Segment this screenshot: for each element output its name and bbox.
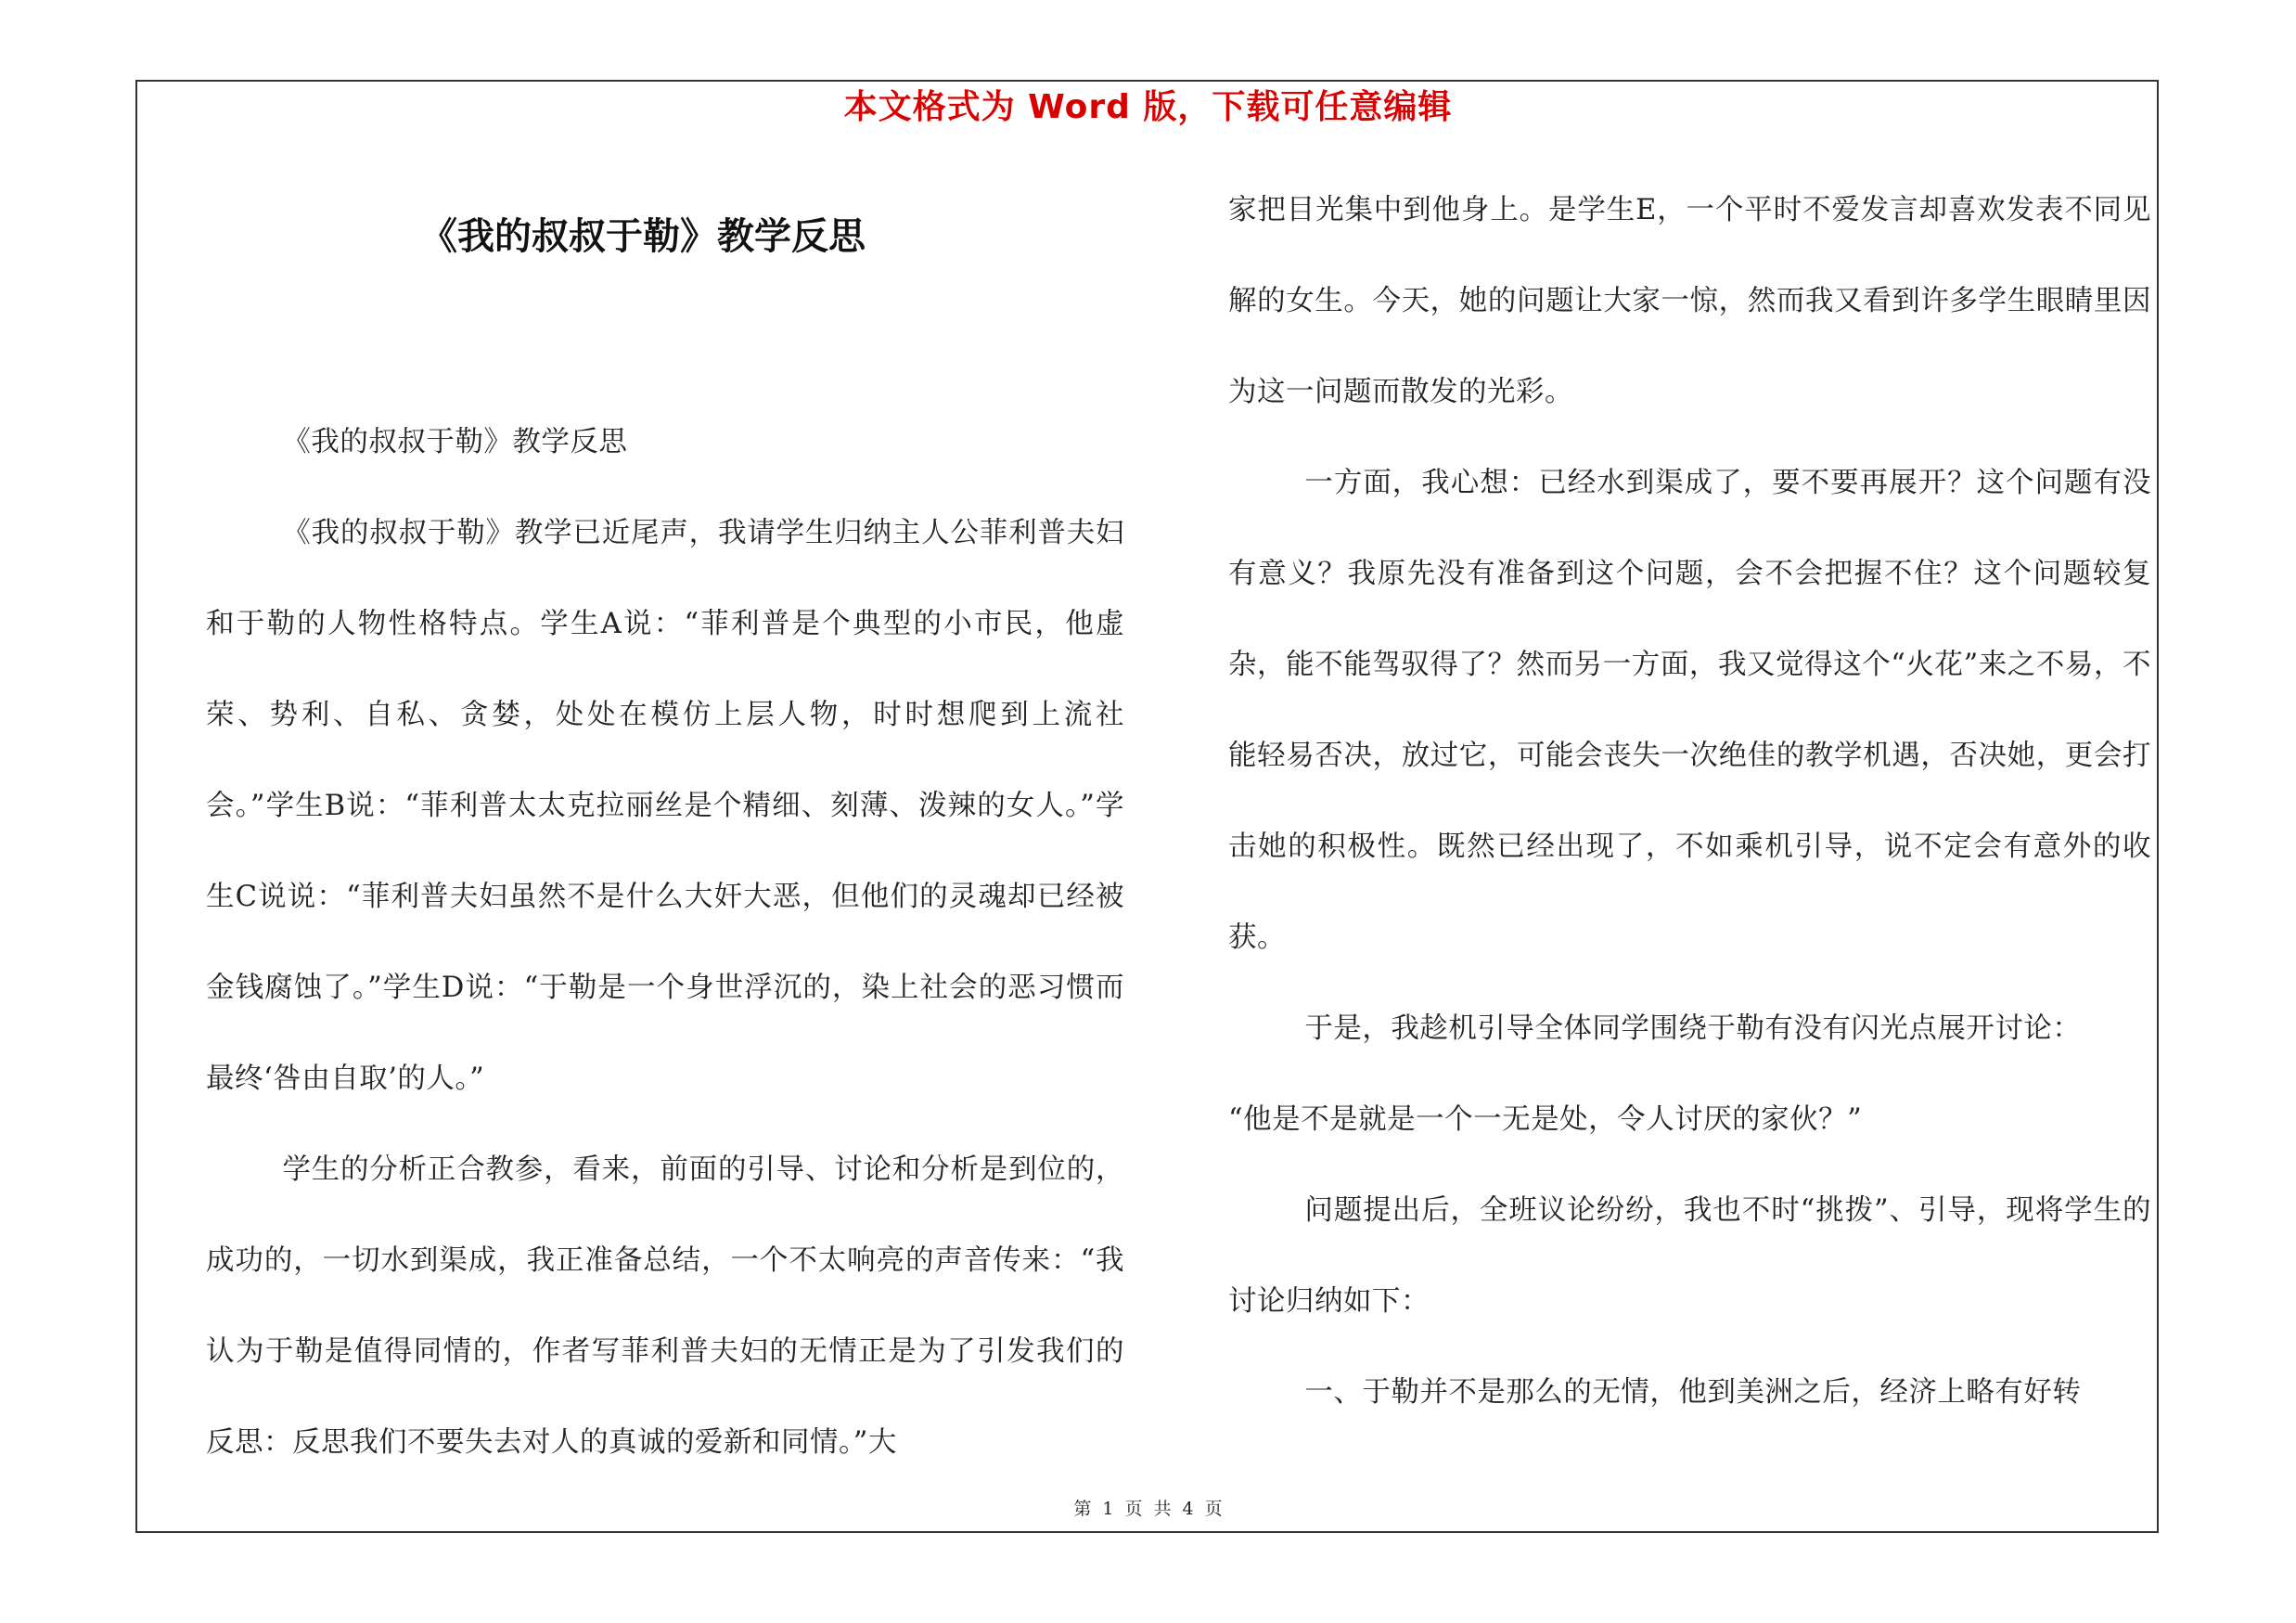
paragraph: 于是，我趁机引导全体同学围绕于勒有没有闪光点展开讨论： — [1304, 1012, 2082, 1045]
paragraph: “他是不是就是一个一无是处，令人讨厌的家伙？” — [1228, 1103, 1863, 1136]
format-banner: 本文格式为 Word 版，下载可任意编辑 — [843, 88, 1453, 126]
paragraph: 一方面，我心想：已经水到渠成了，要不要再展开？这个问题有没有意义？我原先没有准备到这个问题，会不会把握不住？这个问题较复杂，能不能驾驭得了？然而另一方面，我又觉得这个“火花”来之不易，不能轻易否决，放过它，可能会丧失一次绝佳的教学机遇，否决她，更会打击她的积极性。既然已经出现了，不如乘机引导，说不定会有意外的收获。 — [1228, 467, 2151, 954]
left-column — [206, 397, 1124, 1488]
paragraph: 学生的分析正合教参，看来，前面的引导、讨论和分析是到位的，成功的，一切水到渠成，我正准备总结，一个不太响亮的声音传来：“我认为于勒是值得同情的，作者写菲利普夫妇的无情正是为了引发我们的反思：反思我们不要失去对人的真诚的爱新和同情。”大 — [206, 1153, 1124, 1459]
right-column — [1228, 165, 2151, 1438]
paragraph: 《我的叔叔于勒》教学反思 — [282, 426, 628, 458]
document-title: 《我的叔叔于勒》教学反思 — [420, 215, 866, 258]
paragraph: 《我的叔叔于勒》教学已近尾声，我请学生归纳主人公菲利普夫妇和于勒的人物性格特点。学生A说：“菲利普是个典型的小市民，他虚荣、势利、自私、贪婪，处处在模仿上层人物，时时想爬到上流社会。”学生B说：“菲利普太太克拉丽丝是个精细、刻薄、泼辣的女人。”学生C说说：“菲利普夫妇虽然不是什么大奸大恶，但他们的灵魂却已经被金钱腐蚀了。”学生D说：“于勒是一个身世浮沉的，染上社会的恶习惯而最终‘咎由自取’的人。” — [206, 517, 1124, 1095]
page-footer: 第 1 页 共 4 页 — [1073, 1499, 1223, 1519]
paragraph: 一、于勒并不是那么的无情，他到美洲之后，经济上略有好转 — [1304, 1376, 2082, 1409]
paragraph: 家把目光集中到他身上。是学生E，一个平时不爱发言却喜欢发表不同见解的女生。今天，她的问题让大家一惊，然而我又看到许多学生眼睛里因为这一问题而散发的光彩。 — [1228, 194, 2151, 408]
paragraph: 问题提出后，全班议论纷纷，我也不时“挑拨”、引导，现将学生的讨论归纳如下： — [1228, 1194, 2151, 1318]
